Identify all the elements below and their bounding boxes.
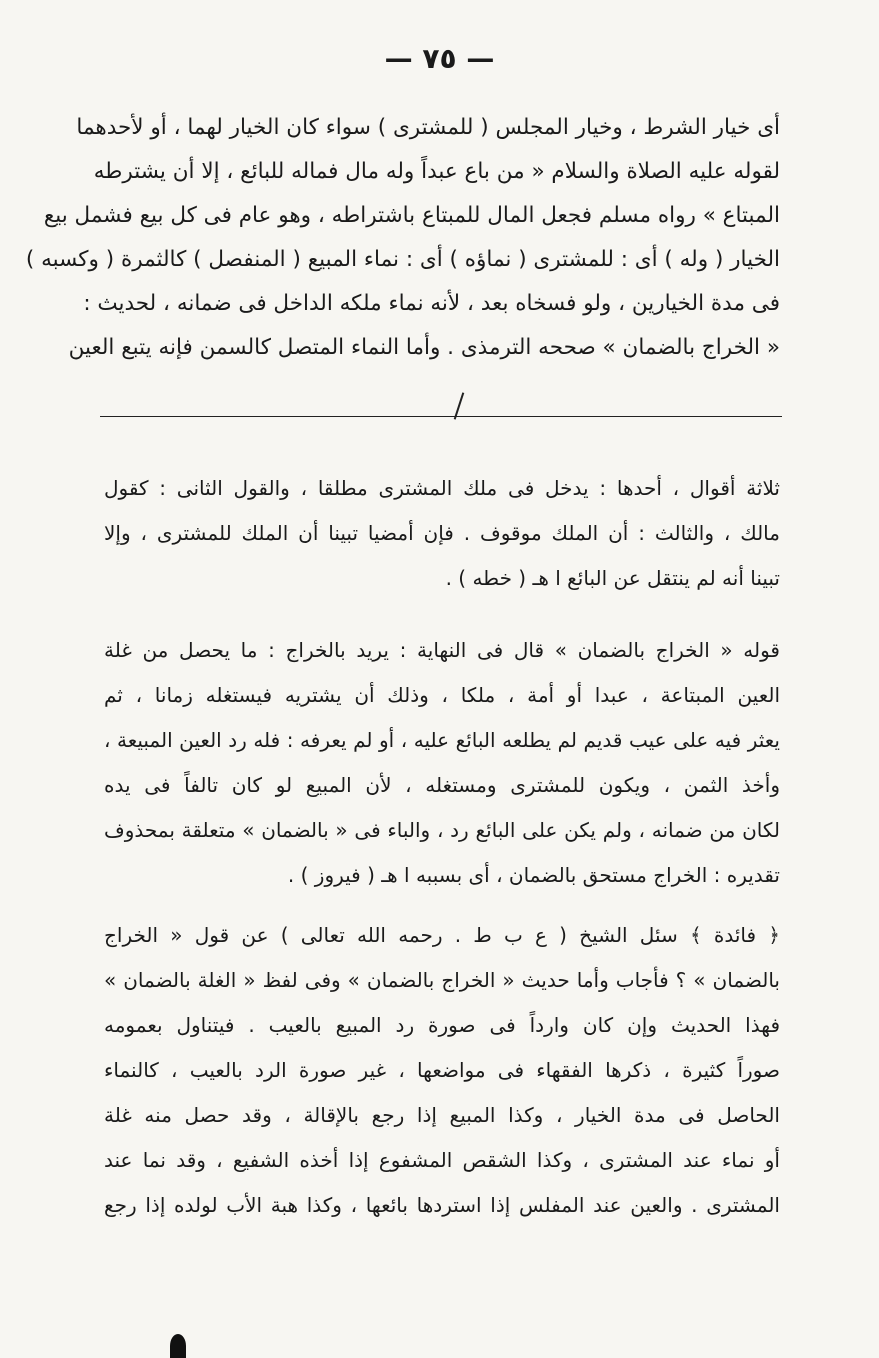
main-text-line: أى خيار الشرط ، وخيار المجلس ( للمشترى ) سواء كان الخيار لهما ، أو لأحدهما bbox=[76, 115, 780, 140]
footnote-line: ثلاثة أقوال ، أحدها : يدخل فى ملك المشترى مطلقا ، والقول الثانى : كقول bbox=[104, 476, 780, 500]
footnote-paragraph-3 bbox=[104, 913, 780, 1228]
footnote-paragraph-1 bbox=[104, 466, 780, 601]
footnote-line: بالضمان » ؟ فأجاب وأما حديث « الخراج بالضمان » وفى لفظ « الغلة بالضمان » bbox=[104, 968, 780, 992]
main-text-line: لقوله عليه الصلاة والسلام « من باع عبداً وله مال فماله للبائع ، إلا أن يشترطه bbox=[93, 159, 780, 184]
main-text-block bbox=[25, 106, 780, 370]
footnote-line: وأخذ الثمن ، ويكون للمشترى ومستغله ، لأن المبيع لو كان تالفاً فى يده bbox=[104, 773, 780, 797]
main-text-line: المبتاع » رواه مسلم فجعل المال للمبتاع باشتراطه ، وهو عام فى كل بيع فشمل بيع bbox=[43, 203, 780, 228]
main-text-line: فى مدة الخيارين ، ولو فسخاه بعد ، لأنه نماء ملكه الداخل فى ضمانه ، لحديث : bbox=[83, 291, 780, 316]
footnote-line: تبينا أنه لم ينتقل عن البائع ا هـ ( خطه ) . bbox=[445, 566, 780, 590]
footnote-line: فهذا الحديث وإن كان وارداً فى صورة رد المبيع بالعيب . فيتناول بعمومه bbox=[104, 1013, 780, 1037]
footnote-line: ﴿ فائدة ﴾ سئل الشيخ ( ع ب ط . رحمه الله تعالى ) عن قول « الخراج bbox=[104, 923, 780, 947]
footnote-line: مالك ، والثالث : أن الملك موقوف . فإن أمضيا تبينا أن الملك للمشترى ، وإلا bbox=[104, 521, 780, 545]
footnote-line: الحاصل فى مدة الخيار ، وكذا المبيع إذا رجع بالإقالة ، وقد حصل منه غلة bbox=[104, 1103, 780, 1127]
ink-blot-mark bbox=[170, 1334, 186, 1358]
footnote-line: تقديره : الخراج مستحق بالضمان ، أى بسببه ا هـ ( فيروز ) . bbox=[287, 863, 780, 887]
footnote-line: المشترى . والعين عند المفلس إذا استردها بائعها ، وكذا هبة الأب لولده إذا رجع bbox=[104, 1193, 780, 1217]
footnote-line: يعثر فيه على عيب قديم لم يطلعه البائع عليه ، أو لم يعرفه : فله رد العين المبيعة ، bbox=[104, 728, 780, 752]
footnote-line: لكان من ضمانه ، ولم يكن على البائع رد ، والباء فى « بالضمان » متعلقة بمحذوف bbox=[104, 818, 780, 842]
footnote-separator-rule bbox=[100, 416, 782, 417]
footnote-line: قوله « الخراج بالضمان » قال فى النهاية : يريد بالخراج : ما يحصل من غلة bbox=[104, 638, 780, 662]
footnote-line: صوراً كثيرة ، ذكرها الفقهاء فى مواضعها ، غير صورة الرد بالعيب ، كالنماء bbox=[104, 1058, 780, 1082]
main-text-line: الخيار ( وله ) أى : للمشترى ( نماؤه ) أى : نماء المبيع ( المنفصل ) كالثمرة ( وكسبه ) bbox=[25, 247, 780, 272]
main-text-line: « الخراج بالضمان » صححه الترمذى . وأما النماء المتصل كالسمن فإنه يتبع العين bbox=[68, 335, 780, 360]
page-number: — ٧٥ — bbox=[384, 42, 495, 75]
footnote-line: العين المبتاعة ، عبدا أو أمة ، ملكا ، وذلك أن يشتريه فيستغله زمانا ، ثم bbox=[104, 683, 780, 707]
footnote-paragraph-2 bbox=[104, 628, 780, 898]
footnote-line: أو نماء عند المشترى ، وكذا الشقص المشفوع إذا أخذه الشفيع ، وقد نما عند bbox=[104, 1148, 780, 1172]
